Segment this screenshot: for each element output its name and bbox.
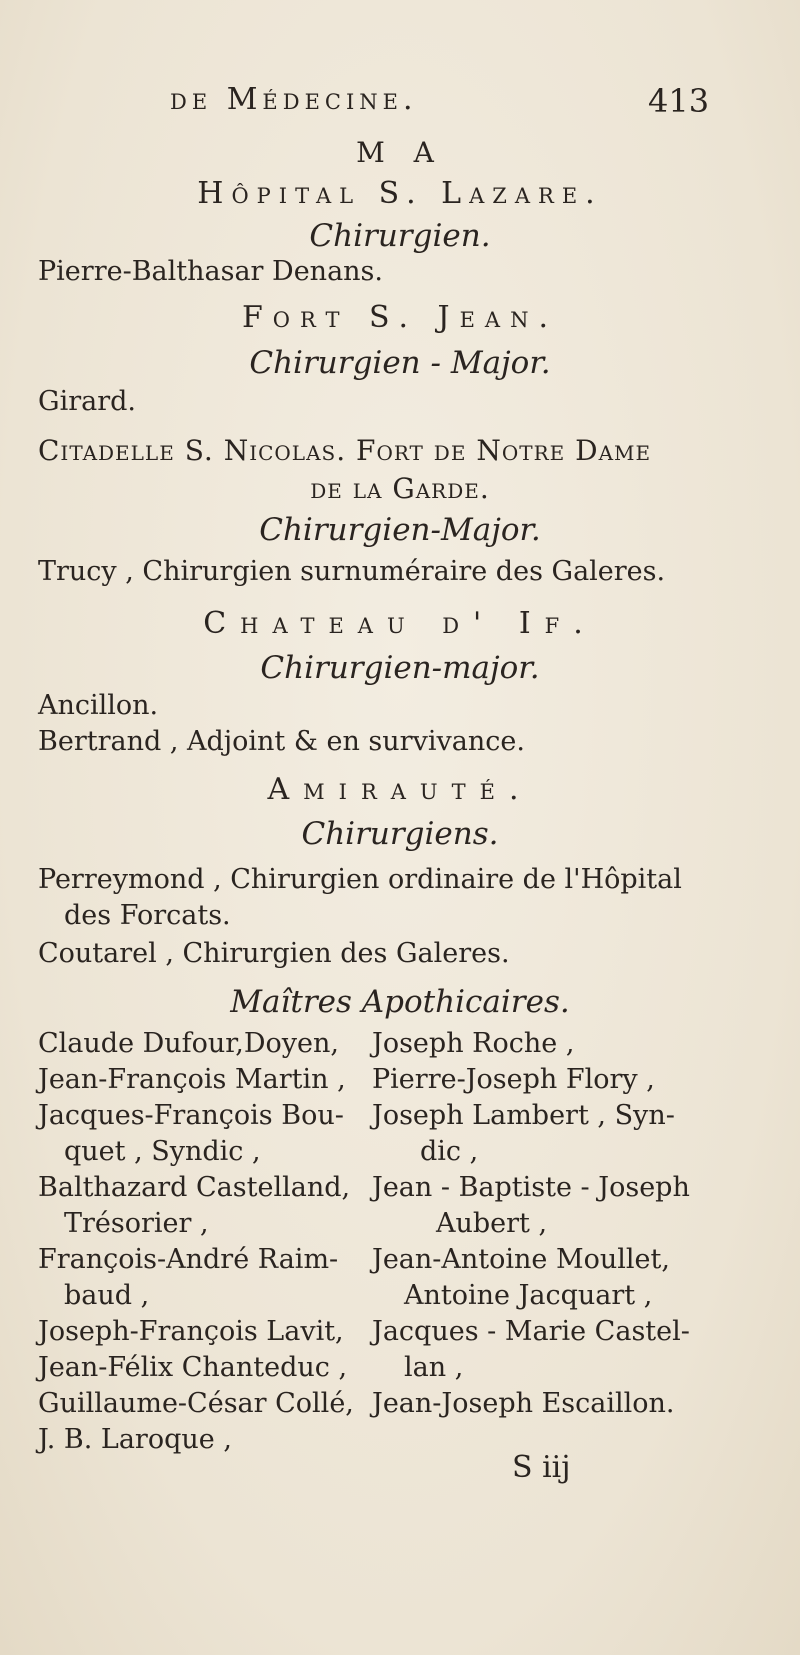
- right-col-line-8: Antoine Jacquart ,: [404, 1280, 653, 1311]
- right-col-line-4: dic ,: [420, 1136, 479, 1167]
- role-chateau: Chirurgien-major.: [260, 650, 540, 686]
- page-number: 413: [648, 82, 710, 120]
- left-col-line-7: François-André Raim-: [38, 1244, 339, 1275]
- heading-chateau: Chateau d' If.: [203, 606, 597, 641]
- right-col-line-11: Jean-Joseph Escaillon.: [372, 1388, 675, 1419]
- heading-citadelle-line2: de la Garde.: [310, 472, 490, 505]
- heading-apothicaires: Maîtres Apothicaires.: [230, 984, 570, 1020]
- name-chateau-2: Bertrand , Adjoint & en survivance.: [38, 726, 525, 757]
- role-citadelle: Chirurgien-Major.: [259, 512, 541, 548]
- left-col-line-3: Jacques-François Bou-: [38, 1100, 344, 1131]
- name-amiraute-1-cont: des Forcats.: [64, 900, 231, 931]
- name-citadelle: Trucy , Chirurgien surnuméraire des Galeres.: [38, 556, 666, 587]
- left-col-line-10: Jean-Félix Chanteduc ,: [38, 1352, 348, 1383]
- right-col-line-6: Aubert ,: [436, 1208, 548, 1239]
- heading-fort: Fort S. Jean.: [241, 300, 558, 335]
- name-chateau-1: Ancillon.: [38, 690, 159, 721]
- left-col-line-4: quet , Syndic ,: [64, 1136, 261, 1167]
- right-col-line-10: lan ,: [404, 1352, 464, 1383]
- role-hopital: Chirurgien.: [309, 218, 491, 254]
- left-col-line-2: Jean-François Martin ,: [38, 1064, 346, 1095]
- left-col-line-11: Guillaume-César Collé,: [38, 1388, 354, 1419]
- running-title: de Médecine.: [170, 82, 418, 117]
- role-amiraute: Chirurgiens.: [301, 816, 499, 852]
- left-col-line-5: Balthazard Castelland,: [38, 1172, 351, 1203]
- right-col-line-7: Jean-Antoine Moullet,: [372, 1244, 670, 1275]
- right-col-line-1: Joseph Roche ,: [372, 1028, 575, 1059]
- name-hopital: Pierre-Balthasar Denans.: [38, 256, 383, 287]
- left-col-line-9: Joseph-François Lavit,: [38, 1316, 344, 1347]
- right-col-line-5: Jean - Baptiste - Joseph: [372, 1172, 690, 1203]
- right-col-line-2: Pierre-Joseph Flory ,: [372, 1064, 655, 1095]
- name-amiraute-1: Perreymond , Chirurgien ordinaire de l'Hôpital: [38, 864, 682, 895]
- left-col-line-6: Trésorier ,: [64, 1208, 209, 1239]
- heading-citadelle-line1: Citadelle S. Nicolas. Fort de Notre Dame: [38, 434, 652, 467]
- name-fort: Girard.: [38, 386, 136, 417]
- right-col-line-3: Joseph Lambert , Syn-: [372, 1100, 675, 1131]
- heading-hopital: Hôpital S. Lazare.: [197, 176, 603, 211]
- role-fort: Chirurgien - Major.: [249, 345, 551, 381]
- left-col-line-1: Claude Dufour,Doyen,: [38, 1028, 339, 1059]
- signature-mark: S iij: [512, 1450, 571, 1485]
- left-col-line-12: J. B. Laroque ,: [38, 1424, 232, 1455]
- right-col-line-9: Jacques - Marie Castel-: [372, 1316, 690, 1347]
- left-col-line-8: baud ,: [64, 1280, 150, 1311]
- section-ma: M A: [356, 136, 444, 169]
- heading-amiraute: Amirauté.: [267, 772, 533, 807]
- name-amiraute-2: Coutarel , Chirurgien des Galeres.: [38, 938, 510, 969]
